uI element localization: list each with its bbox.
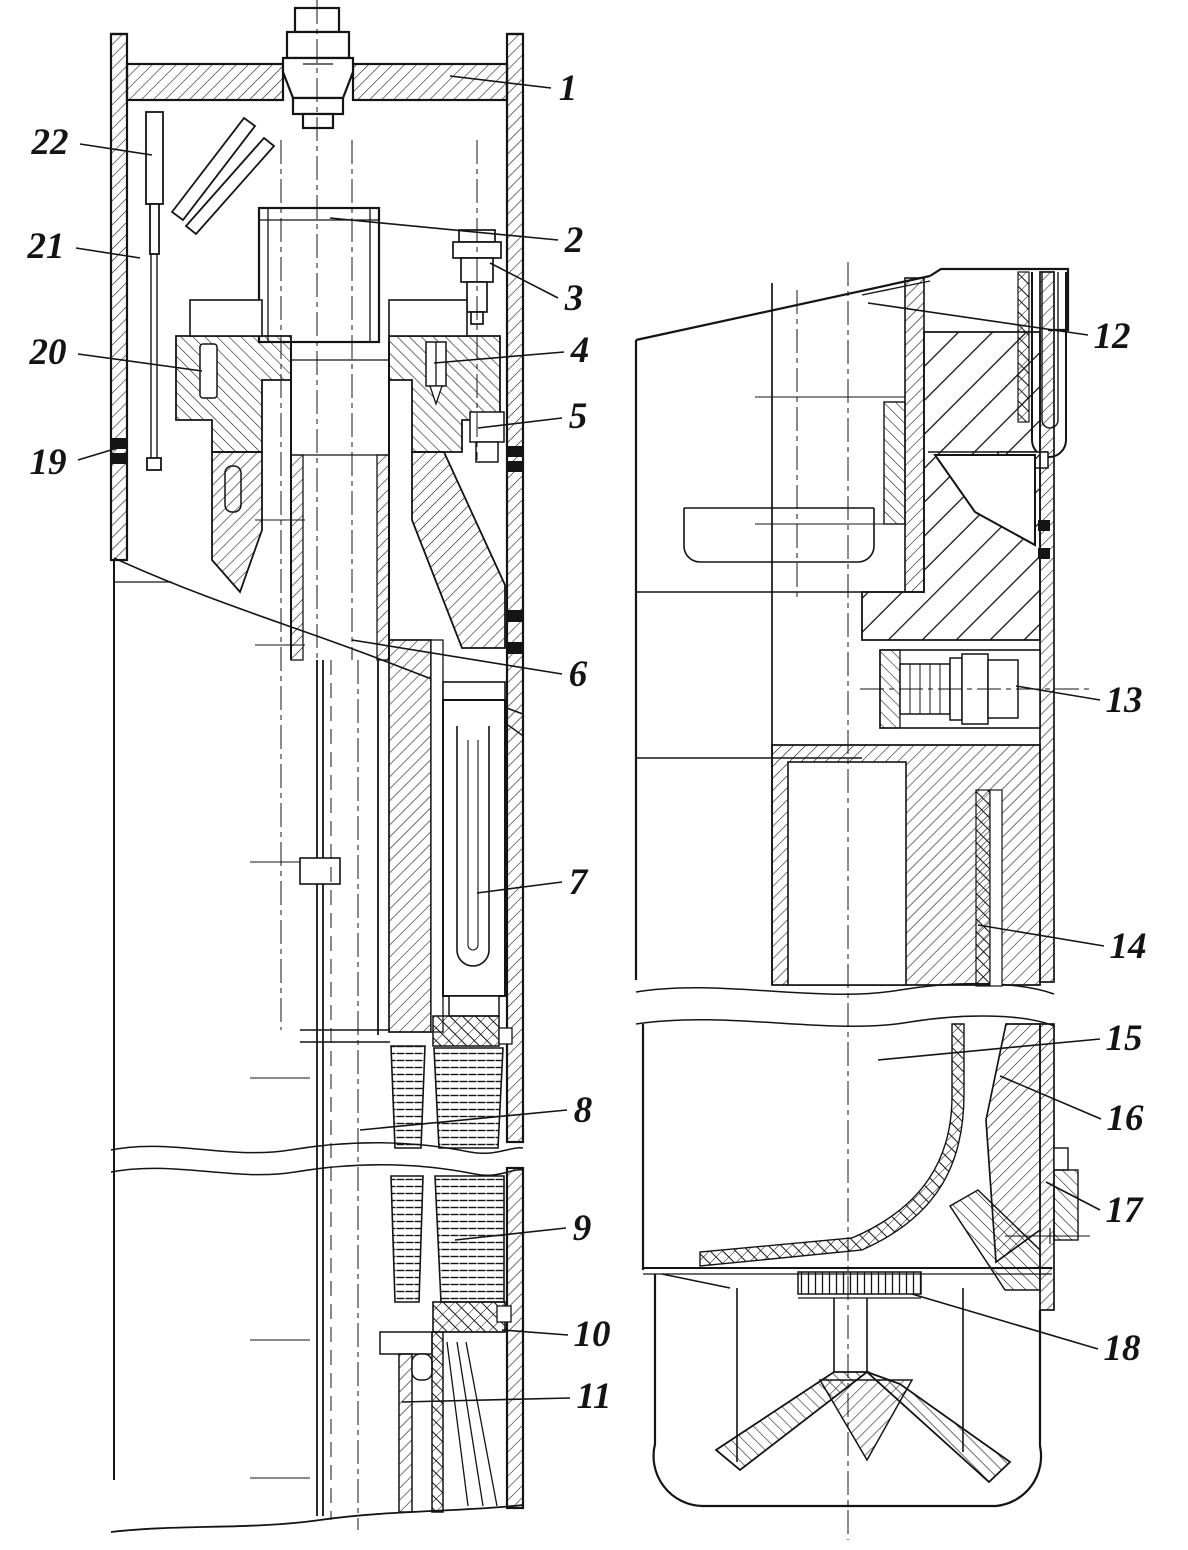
seal-right-a xyxy=(507,446,523,457)
seal-ring-19b xyxy=(111,453,127,464)
callout-label-17: 17 xyxy=(1105,1190,1143,1231)
leader-line-18 xyxy=(912,1294,1098,1349)
inner-ticks xyxy=(755,397,905,524)
callout-label-22: 22 xyxy=(31,122,69,163)
callout-label-4: 4 xyxy=(570,330,590,371)
bolt-collar xyxy=(293,98,343,114)
mid-tube-steps xyxy=(291,360,389,455)
right-sleeve xyxy=(377,455,389,660)
stack-8-right xyxy=(434,1048,503,1148)
slip-stacks xyxy=(391,1046,511,1332)
inner-strip xyxy=(884,402,905,524)
shaft-left-edge xyxy=(317,660,323,1516)
stack-washer xyxy=(300,1030,390,1042)
callout-label-1: 1 xyxy=(558,68,578,109)
callout-label-21: 21 xyxy=(27,226,65,267)
callout-label-15: 15 xyxy=(1105,1018,1143,1059)
callout-label-16: 16 xyxy=(1106,1098,1144,1139)
break-wave-b xyxy=(636,1016,1054,1026)
shear-pin-20 xyxy=(200,344,217,398)
leader-line-21 xyxy=(76,248,140,258)
spring-capsule xyxy=(389,640,512,1046)
lower-body xyxy=(772,745,1040,986)
upper-tube xyxy=(259,208,379,342)
right-wall-upper xyxy=(507,34,523,1142)
callout-label-11: 11 xyxy=(576,1376,612,1417)
capsule-sleeve xyxy=(389,640,431,1032)
callout-label-14: 14 xyxy=(1109,926,1147,967)
callout-label-18: 18 xyxy=(1103,1328,1141,1369)
right-collar-cap xyxy=(389,300,467,336)
guide-shoe xyxy=(654,1274,1042,1506)
capsule-cap xyxy=(443,682,505,700)
leader-line-15 xyxy=(878,1039,1100,1060)
leader-line-12 xyxy=(868,303,1088,335)
finger-rod-21 xyxy=(150,204,159,254)
set-bolt-13 xyxy=(860,650,1092,728)
callout-label-19: 19 xyxy=(29,442,67,483)
left-collar-block xyxy=(176,336,291,452)
lower-plug xyxy=(412,1354,432,1380)
callout-label-3: 3 xyxy=(564,278,584,319)
shoe-left-slant xyxy=(662,1274,730,1288)
callout-label-8: 8 xyxy=(573,1090,593,1131)
lower-spring-lines xyxy=(447,1342,497,1506)
finger-rod-22 xyxy=(146,112,163,204)
top-plate-left xyxy=(127,64,283,100)
callout-label-2: 2 xyxy=(564,220,584,261)
bolt-nut xyxy=(287,32,349,58)
top-slant-edge xyxy=(636,276,930,340)
callout-label-13: 13 xyxy=(1105,680,1143,721)
stack-9-left xyxy=(391,1176,423,1302)
lower-sleeve-11 xyxy=(399,1354,412,1512)
bolt-stem xyxy=(303,114,333,128)
lower-seal-strip xyxy=(432,1332,443,1512)
collar-assembly xyxy=(176,300,505,660)
capsule-gap xyxy=(431,640,443,1032)
left-cone xyxy=(212,452,262,592)
inner-cup xyxy=(684,508,874,562)
callout-label-10: 10 xyxy=(573,1314,611,1355)
left-section-view xyxy=(111,0,523,1532)
seal-right-c xyxy=(507,610,523,622)
right-section-view xyxy=(636,262,1092,1540)
seal-right-b xyxy=(507,461,523,472)
callout-label-5: 5 xyxy=(568,396,588,437)
pull-rod xyxy=(151,254,157,462)
callout-label-12: 12 xyxy=(1093,316,1131,357)
inner-wall-band xyxy=(905,278,924,592)
left-sleeve xyxy=(291,455,303,660)
seal-sleeve-gap xyxy=(990,790,1002,986)
right-cone xyxy=(412,452,505,648)
rod-foot xyxy=(147,458,161,470)
right-wall-lower xyxy=(507,1168,523,1508)
seal-cap-upper xyxy=(433,1016,499,1046)
leader-line-11 xyxy=(402,1398,570,1402)
wall-bracket-17 xyxy=(1054,1170,1078,1240)
lower-cone-assembly xyxy=(380,1332,505,1512)
lower-bore xyxy=(788,762,906,985)
capsule-plug xyxy=(449,996,499,1016)
callout-label-7: 7 xyxy=(568,862,588,903)
left-collar-cap xyxy=(190,300,262,336)
stack-8-left xyxy=(391,1046,425,1148)
wall-step-17 xyxy=(1054,1148,1068,1170)
callout-label-6: 6 xyxy=(568,654,588,695)
capsule-body-7 xyxy=(443,700,505,996)
seal-right-d xyxy=(507,642,523,654)
seal-block-key xyxy=(497,1306,511,1322)
seal-sleeve-14 xyxy=(976,790,990,986)
mid-tube xyxy=(291,342,389,660)
lower-band xyxy=(380,1332,432,1354)
left-wall xyxy=(111,34,127,560)
callout-label-9: 9 xyxy=(572,1208,592,1249)
top-plate-right xyxy=(353,64,507,100)
shoe-stem xyxy=(834,1298,867,1372)
seal-cap-key xyxy=(499,1028,512,1044)
top-bolt xyxy=(283,8,353,128)
shoe-vane-right xyxy=(867,1372,1010,1482)
funnel-wall-15 xyxy=(700,1024,964,1266)
thread-ring-18 xyxy=(798,1272,921,1294)
section-ticks xyxy=(250,520,310,1478)
lock-block-5b xyxy=(476,442,498,462)
callout-label-20: 20 xyxy=(29,332,67,373)
seal-block-10 xyxy=(433,1302,505,1332)
shaft-collar xyxy=(300,858,340,884)
mandrel-tube xyxy=(250,208,390,1516)
